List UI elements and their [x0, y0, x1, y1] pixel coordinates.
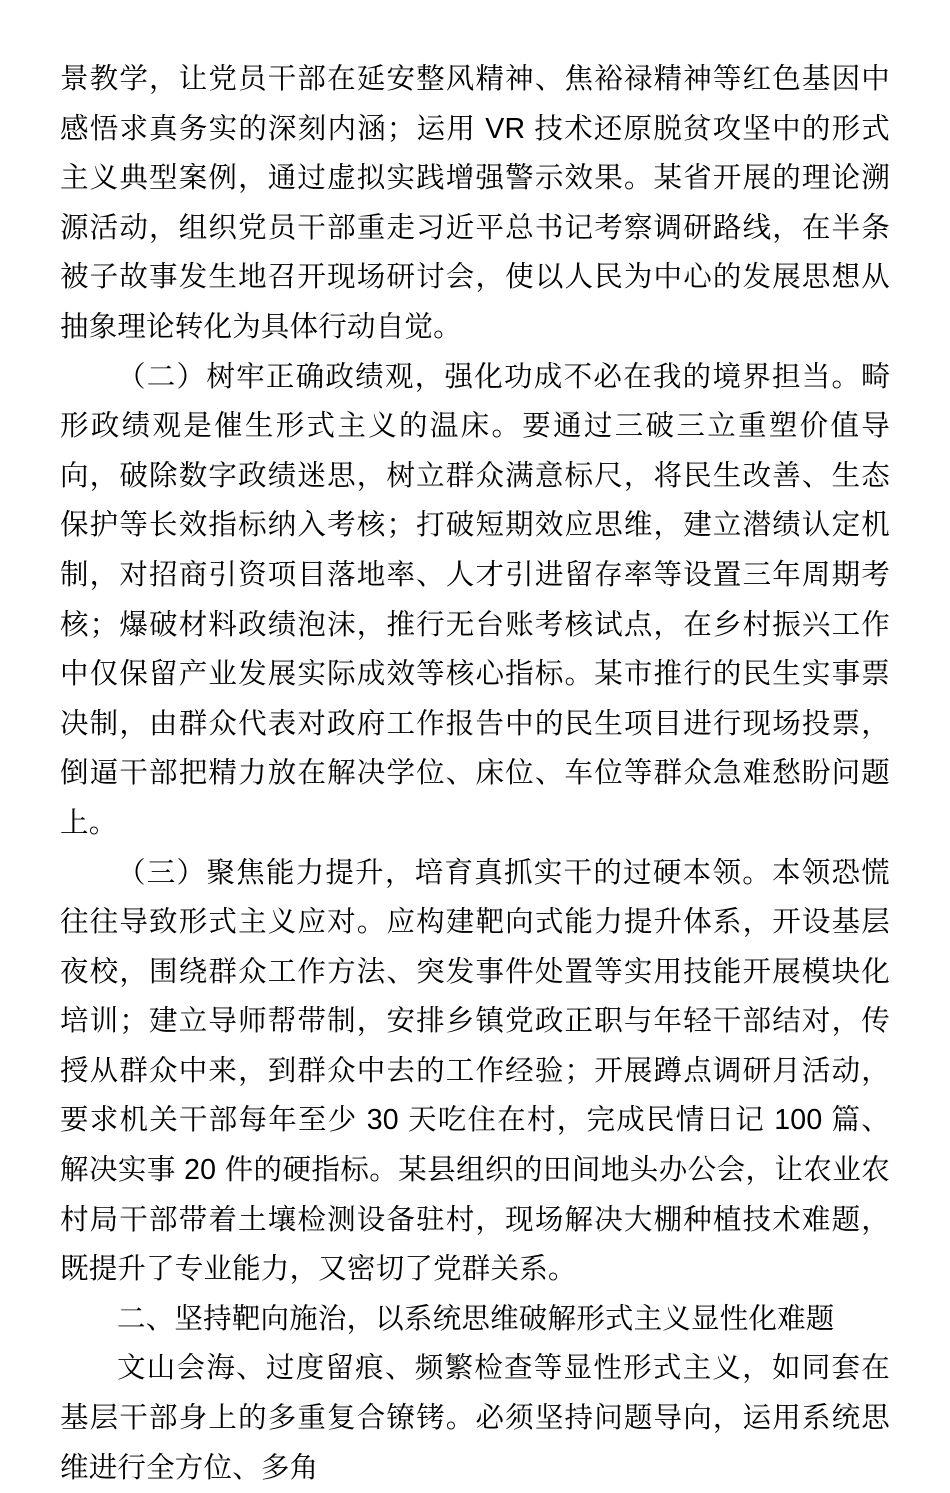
heading-section-2: 二、坚持靶向施治，以系统思维破解形式主义显性化难题	[117, 1302, 835, 1335]
document-body	[60, 55, 890, 1493]
paragraph-continuation: 景教学，让党员干部在延安整风精神、焦裕禄精神等红色基因中感悟求真务实的深刻内涵；运用 VR 技术还原脱贫攻坚中的形式主义典型案例，通过虚拟实践增强警示效果。某省开展的理论溯源活动，组织党员干部重走习近平总书记考察调研路线，在半条被子故事发生地召开现场研讨会，使以人民为中心的发展思想从抽象理论转化为具体行动自觉。	[60, 63, 890, 343]
paragraph-section-1-item-3: （三）聚焦能力提升，培育真抓实干的过硬本领。本领恐慌往往导致形式主义应对。应构建靶向式能力提升体系，开设基层夜校，围绕群众工作方法、突发事件处置等实用技能开展模块化培训；建立导师帮带制，安排乡镇党政正职与年轻干部结对，传授从群众中来，到群众中去的工作经验；开展蹲点调研月活动，要求机关干部每年至少 30 天吃住在村，完成民情日记 100 篇、解决实事 20 件的硬指标。某县组织的田间地头办公会，让农业农村局干部带着土壤检测设备驻村，现场解决大棚种植技术难题，既提升了专业能力，又密切了党群关系。	[60, 856, 890, 1286]
paragraph-section-1-item-2: （二）树牢正确政绩观，强化功成不必在我的境界担当。畸形政绩观是催生形式主义的温床。要通过三破三立重塑价值导向，破除数字政绩迷思，树立群众满意标尺，将民生改善、生态保护等长效指标纳入考核；打破短期效应思维，建立潜绩认定机制，对招商引资项目落地率、人才引进留存率等设置三年周期考核；爆破材料政绩泡沫，推行无台账考核试点，在乡村振兴工作中仅保留产业发展实际成效等核心指标。某市推行的民生实事票决制，由群众代表对政府工作报告中的民生项目进行现场投票，倒逼干部把精力放在解决学位、床位、车位等群众急难愁盼问题上。	[60, 360, 890, 839]
paragraph-section-2-intro: 文山会海、过度留痕、频繁检查等显性形式主义，如同套在基层干部身上的多重复合镣铐。必须坚持问题导向，运用系统思维进行全方位、多角	[60, 1352, 890, 1484]
